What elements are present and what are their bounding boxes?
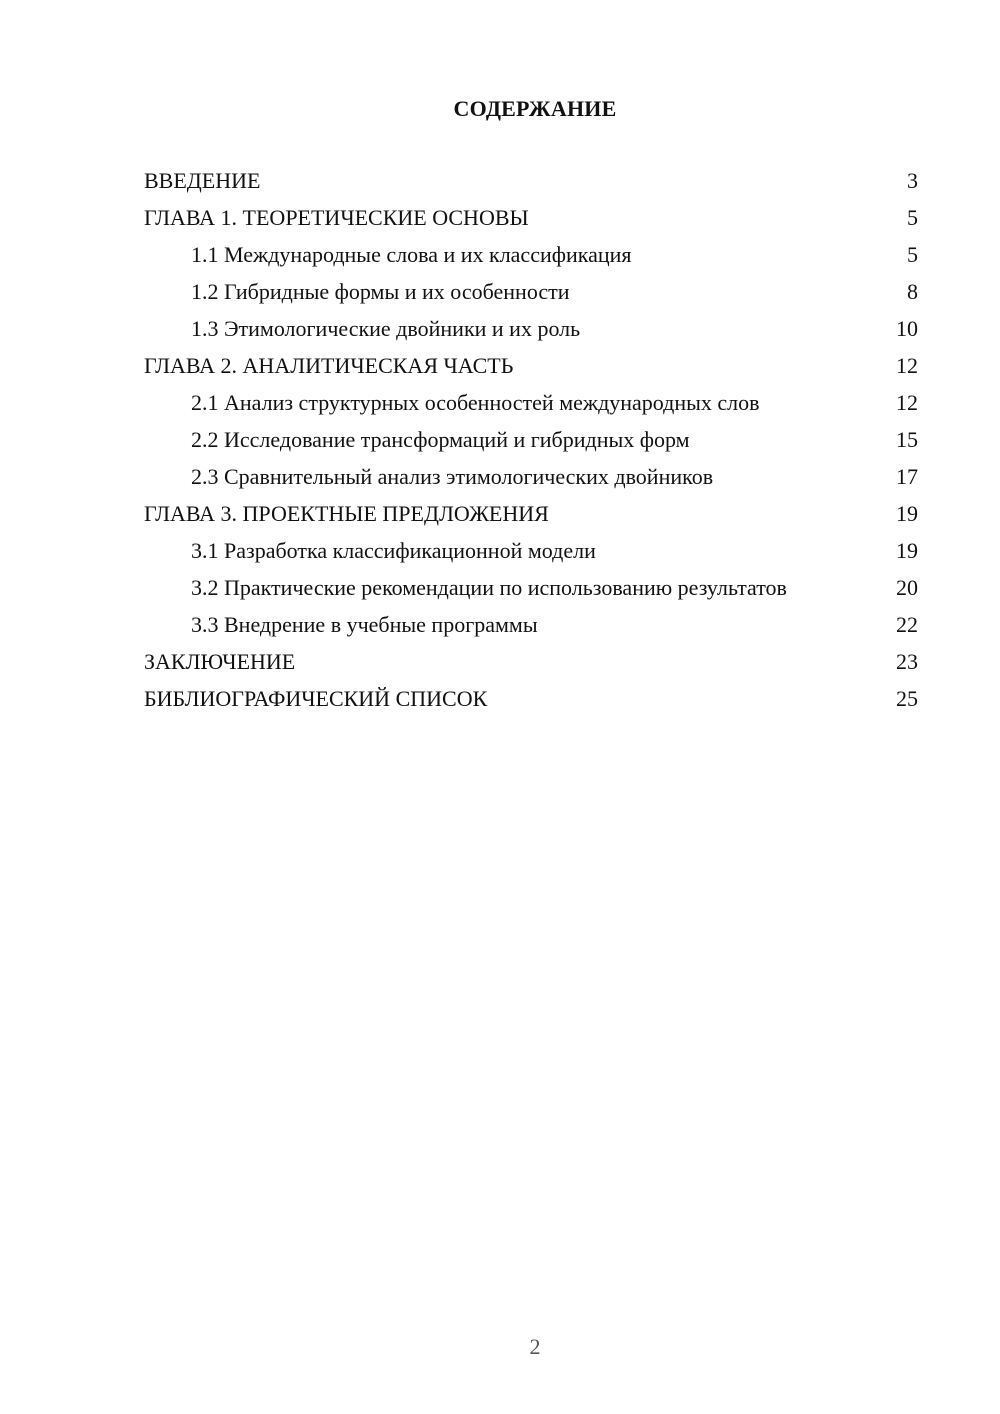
page-number: 2 (529, 1334, 541, 1359)
toc-entry-section-2-2[interactable] (144, 427, 918, 453)
toc-entry-title: 3.3 Внедрение в учебные программы (191, 612, 538, 637)
toc-entry-section-1-1[interactable] (144, 242, 918, 268)
toc-entry-page: 23 (896, 649, 918, 674)
toc-entry-chapter-3[interactable] (144, 501, 918, 527)
toc-entry-section-3-2[interactable] (144, 575, 918, 601)
toc-entry-introduction[interactable] (144, 168, 918, 194)
toc-entry-section-1-2[interactable] (144, 279, 918, 305)
toc-entry-section-2-3[interactable] (144, 464, 918, 490)
toc-entry-section-2-1[interactable] (144, 390, 918, 416)
toc-entry-title: 3.1 Разработка классификационной модели (191, 538, 596, 563)
toc-entry-title: 3.2 Практические рекомендации по использованию результатов (191, 575, 787, 600)
toc-entry-page: 22 (896, 612, 918, 637)
toc-entry-page: 25 (896, 686, 918, 711)
toc-entry-section-3-1[interactable] (144, 538, 918, 564)
toc-entry-page: 10 (896, 316, 918, 341)
toc-entry-section-3-3[interactable] (144, 612, 918, 638)
toc-entry-title: ВВЕДЕНИЕ (144, 168, 261, 193)
toc-entry-page: 12 (896, 353, 918, 378)
toc-entry-bibliography[interactable] (144, 686, 918, 712)
table-of-contents (144, 168, 918, 723)
toc-entry-title: 2.3 Сравнительный анализ этимологических двойников (191, 464, 714, 489)
toc-entry-title: ЗАКЛЮЧЕНИЕ (144, 649, 296, 674)
toc-entry-title: 2.1 Анализ структурных особенностей международных слов (191, 390, 760, 415)
toc-entry-title: БИБЛИОГРАФИЧЕСКИЙ СПИСОК (144, 686, 488, 711)
toc-entry-chapter-1[interactable] (144, 205, 918, 231)
toc-entry-title: 1.2 Гибридные формы и их особенности (191, 279, 570, 304)
toc-entry-chapter-2[interactable] (144, 353, 918, 379)
toc-entry-page: 19 (896, 501, 918, 526)
toc-entry-page: 3 (907, 168, 918, 193)
toc-entry-title: ГЛАВА 2. АНАЛИТИЧЕСКАЯ ЧАСТЬ (144, 353, 514, 378)
toc-entry-page: 8 (907, 279, 918, 304)
toc-entry-page: 17 (896, 464, 918, 489)
toc-entry-title: 2.2 Исследование трансформаций и гибридных форм (191, 427, 690, 452)
toc-entry-section-1-3[interactable] (144, 316, 918, 342)
toc-entry-page: 20 (896, 575, 918, 600)
toc-entry-title: ГЛАВА 3. ПРОЕКТНЫЕ ПРЕДЛОЖЕНИЯ (144, 501, 549, 526)
toc-entry-title: 1.1 Международные слова и их классификация (191, 242, 632, 267)
toc-entry-title: ГЛАВА 1. ТЕОРЕТИЧЕСКИЕ ОСНОВЫ (144, 205, 529, 230)
toc-entry-title: 1.3 Этимологические двойники и их роль (191, 316, 581, 341)
toc-entry-page: 5 (907, 242, 918, 267)
toc-entry-page: 19 (896, 538, 918, 563)
toc-entry-page: 15 (896, 427, 918, 452)
toc-entry-conclusion[interactable] (144, 649, 918, 675)
toc-entry-page: 12 (896, 390, 918, 415)
toc-entry-page: 5 (907, 205, 918, 230)
page-title: СОДЕРЖАНИЕ (453, 96, 617, 121)
